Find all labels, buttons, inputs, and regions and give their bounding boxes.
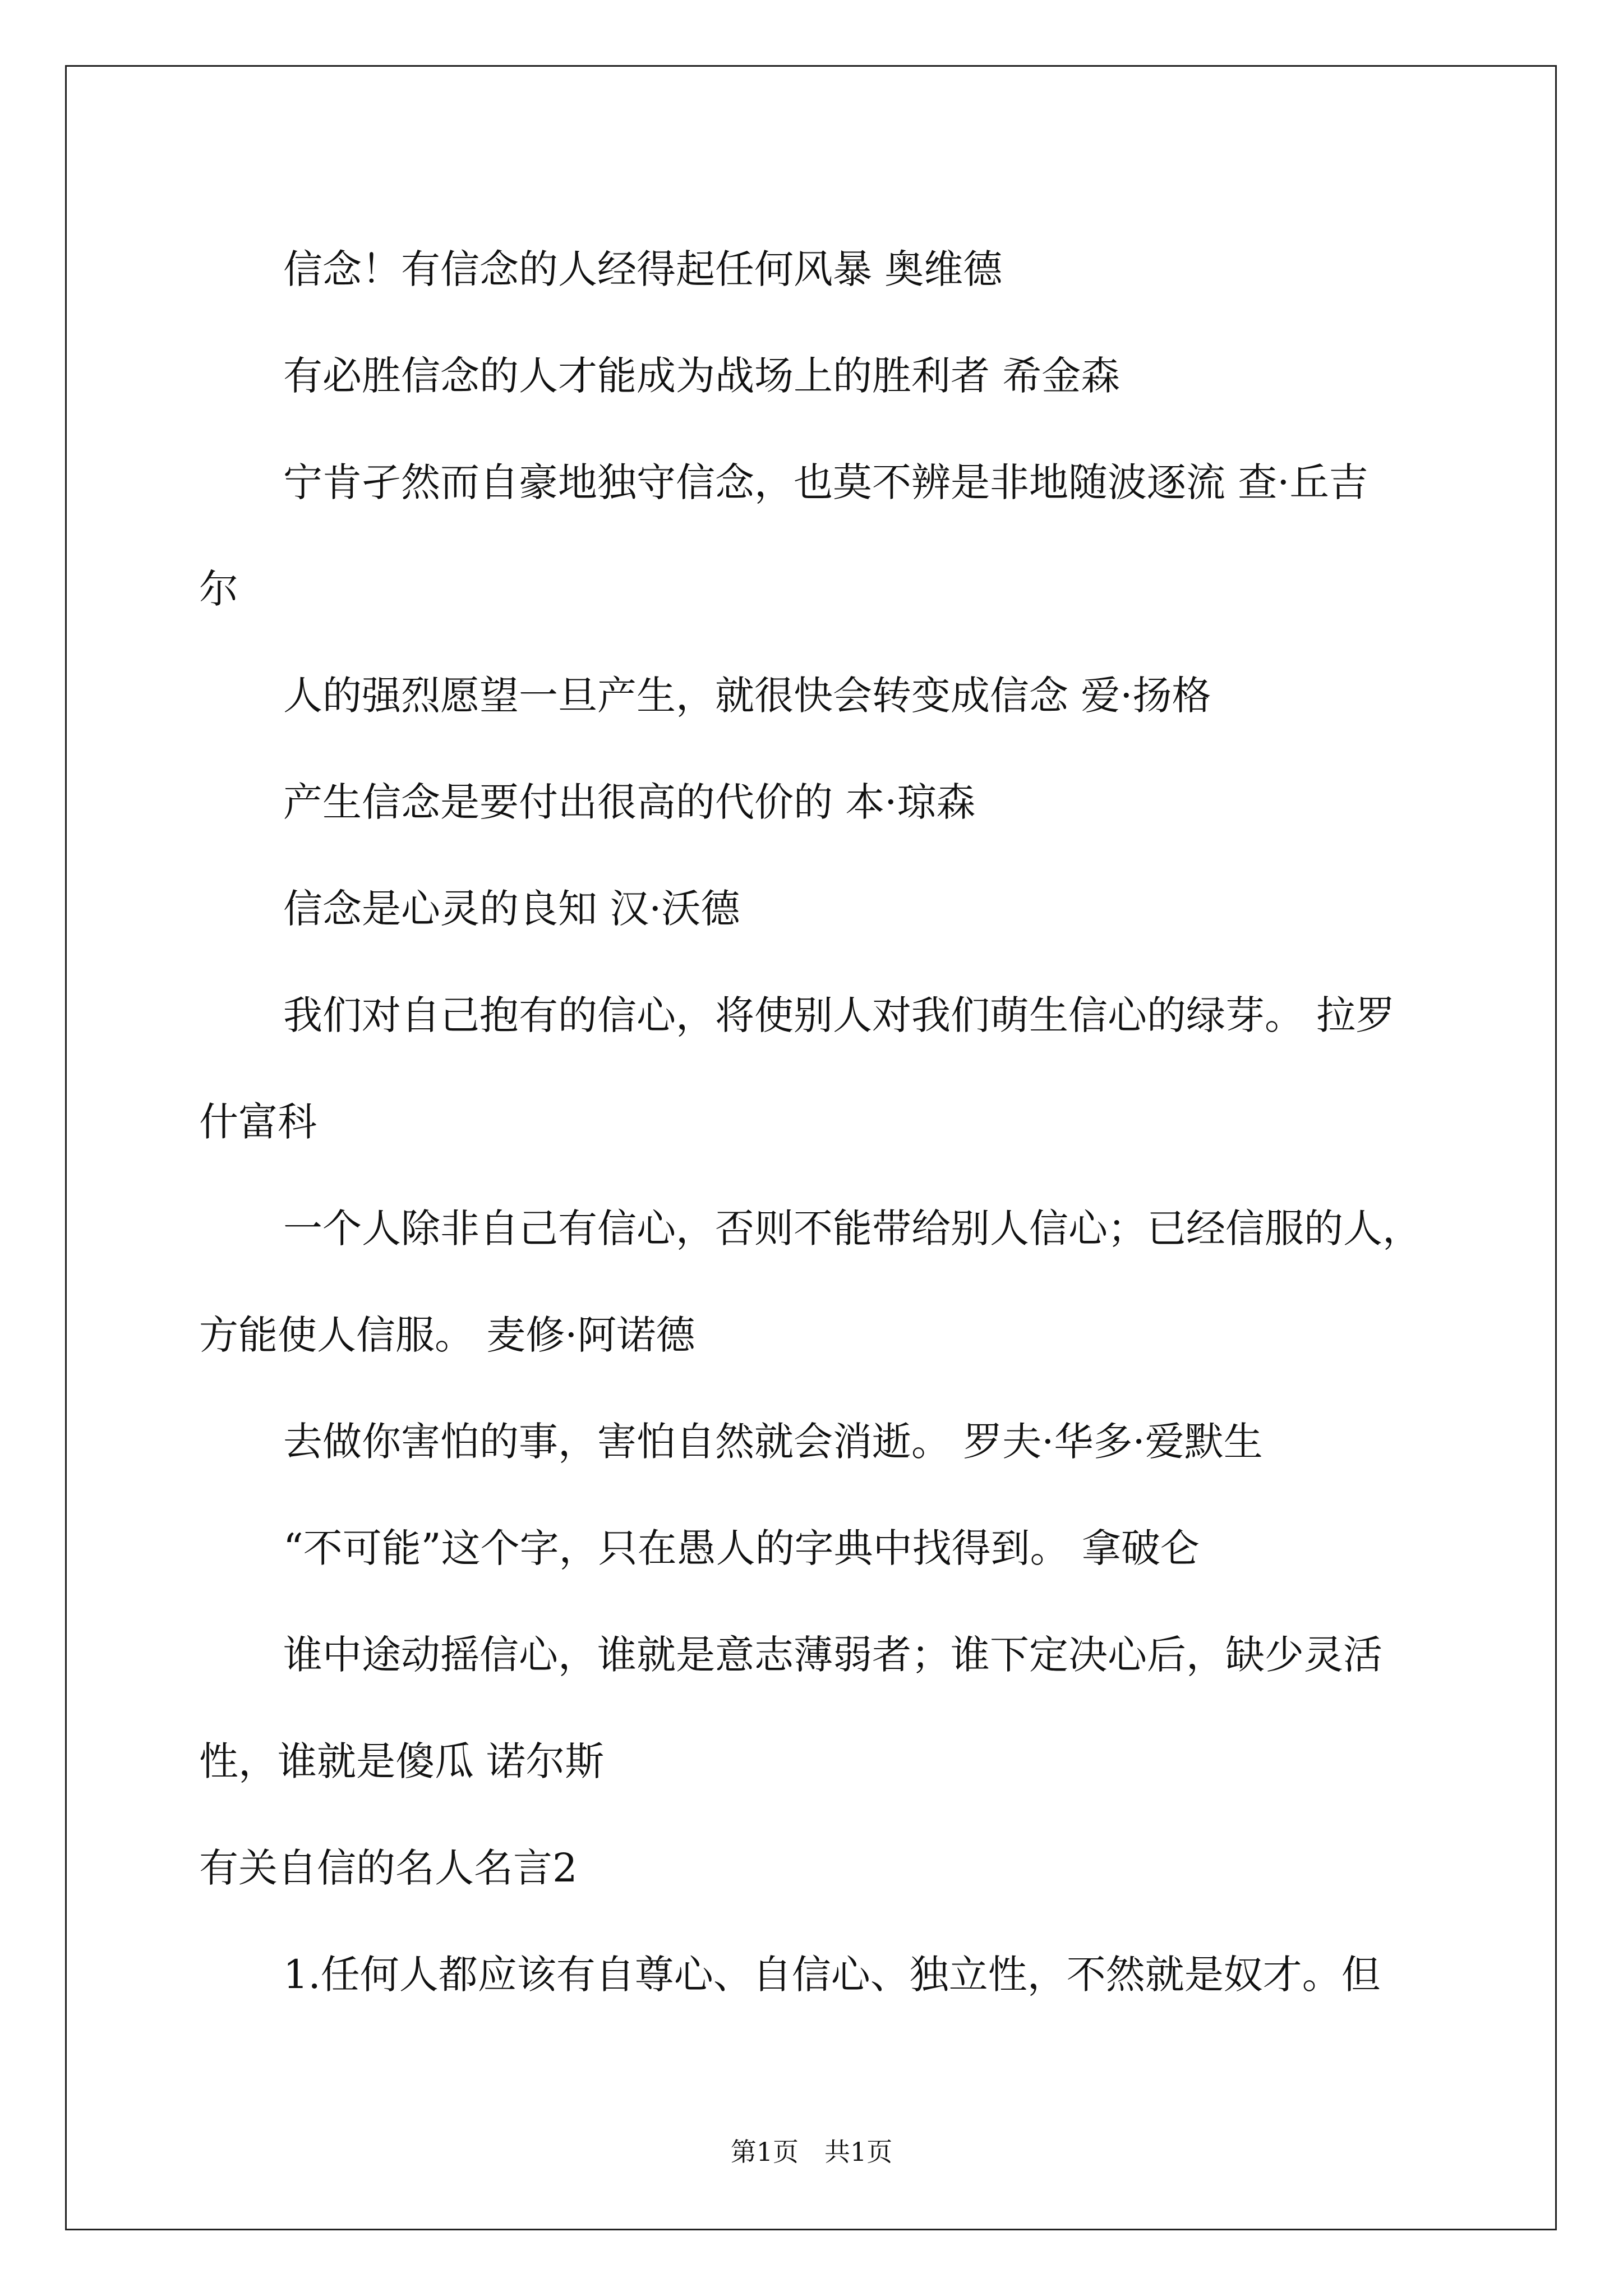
text-line: 尔 [199,566,238,612]
text-line: 方能使人信服。 麦修·阿诺德 [199,1312,695,1358]
text-line: 信念！有信念的人经得起任何风暴 奥维德 [283,246,1003,292]
text-line: 谁中途动摇信心，谁就是意志薄弱者；谁下定决心后，缺少灵活 [283,1632,1382,1678]
text-line: 产生信念是要付出很高的代价的 本·琼森 [283,779,976,825]
document-body [199,216,1461,2028]
text-line: 去做你害怕的事，害怕自然就会消逝。 罗夫·华多·爱默生 [283,1419,1263,1465]
section-heading: 有关自信的名人名言2 [199,1845,578,1891]
text-line: 1.任何人都应该有自尊心、自信心、独立性，不然就是奴才。但 [283,1952,1381,1998]
text-line: 信念是心灵的良知 汉·沃德 [283,886,740,932]
text-line: 有必胜信念的人才能成为战场上的胜利者 希金森 [283,353,1121,399]
page-footer [0,2132,1623,2169]
text-line: “不可能”这个字，只在愚人的字典中找得到。 拿破仑 [283,1525,1200,1571]
page-number-label: 第1页 共1页 [730,2137,893,2167]
text-line: 一个人除非自己有信心，否则不能带给别人信心；已经信服的人， [283,1205,1422,1251]
text-line: 什富科 [199,1099,317,1145]
text-line: 人的强烈愿望一旦产生，就很快会转变成信念 爱·扬格 [283,673,1211,719]
text-line: 我们对自己抱有的信心，将使别人对我们萌生信心的绿芽。 拉罗 [283,992,1395,1038]
text-line: 宁肯孑然而自豪地独守信念，也莫不辨是非地随波逐流 查·丘吉 [283,459,1368,505]
text-line: 性，谁就是傻瓜 诺尔斯 [199,1738,605,1784]
